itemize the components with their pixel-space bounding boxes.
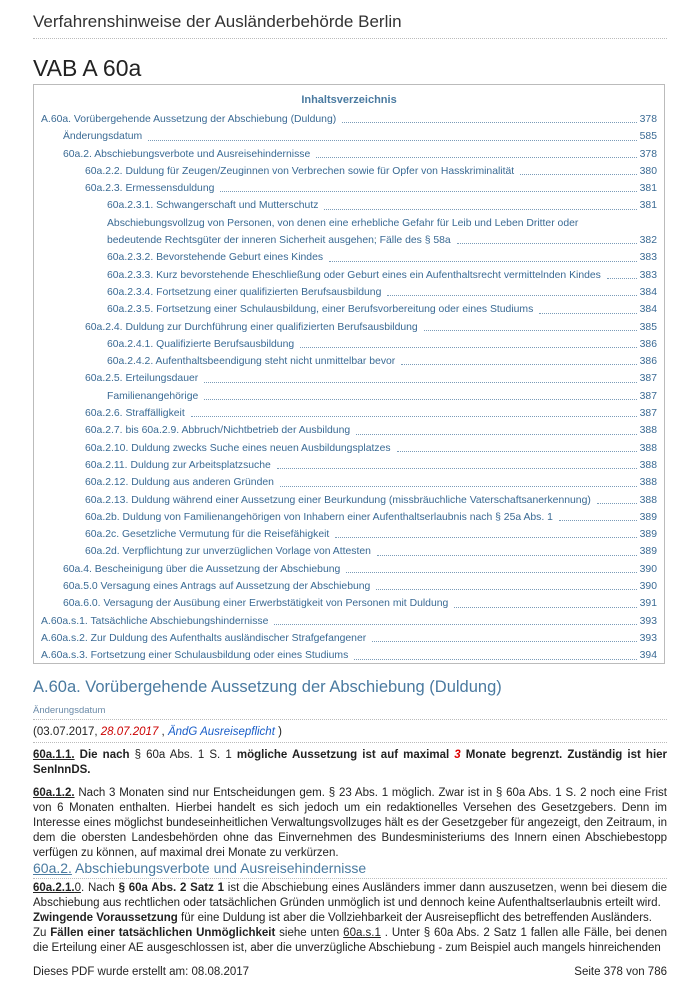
toc-entry-page: 385 xyxy=(639,321,657,333)
toc-entry[interactable] xyxy=(34,492,657,509)
toc-leader-dots xyxy=(454,607,636,608)
toc-entry[interactable] xyxy=(34,128,657,145)
toc-entry-page: 389 xyxy=(639,511,657,523)
section-title: A.60a. Vorübergehende Aussetzung der Abschiebung (Duldung) xyxy=(33,678,502,696)
toc-entry-label: A.60a.s.3. Fortsetzung einer Schulausbildung oder eines Studiums xyxy=(41,650,349,662)
toc-entry-page: 383 xyxy=(639,252,657,264)
toc-entry-label: 60a.5.0 Versagung eines Antrags auf Aussetzung der Abschiebung xyxy=(63,581,371,593)
text: siehe unten xyxy=(275,927,344,939)
toc-entry[interactable] xyxy=(34,146,657,163)
paragraph-60a-1-2 xyxy=(33,786,667,861)
toc-entry-label: 60a.2.3. Ermessensduldung xyxy=(85,183,215,195)
toc-entry-label: 60a.2.12. Duldung aus anderen Gründen xyxy=(85,477,274,489)
toc-heading: Inhaltsverzeichnis xyxy=(301,94,397,106)
toc-entry[interactable] xyxy=(34,336,657,353)
toc-entry-label: 60a.2.4. Duldung zur Durchführung einer qualifizierten Berufsausbildung xyxy=(85,321,418,333)
toc-entry-page: 387 xyxy=(639,390,657,402)
subsection-text: Abschiebungsverbote und Ausreisehindernisse xyxy=(71,860,367,876)
text: . Nach xyxy=(80,882,119,894)
toc-entry-page: 384 xyxy=(639,286,657,298)
toc-entry-label: 60a.2.3.5. Fortsetzung einer Schulausbildung, einer Berufsvorbereitung oder eines Studiums xyxy=(107,304,534,316)
toc-entry-page: 381 xyxy=(639,183,657,195)
date-close: ) xyxy=(274,726,282,738)
toc-entry-label: 60a.2.4.1. Qualifizierte Berufsausbildung xyxy=(107,338,295,350)
toc-leader-dots xyxy=(372,641,636,642)
toc-entry-label: 60a.2.5. Erteilungsdauer xyxy=(85,373,199,385)
toc-entry[interactable] xyxy=(34,647,657,664)
document-title: VAB A 60a xyxy=(33,55,142,81)
toc-list xyxy=(34,111,664,665)
toc-entry-page: 389 xyxy=(639,529,657,541)
toc-leader-dots xyxy=(204,382,636,383)
toc-entry[interactable] xyxy=(34,474,657,491)
toc-entry[interactable] xyxy=(34,405,657,422)
toc-entry[interactable] xyxy=(34,180,657,197)
bold-text: Zwingende Voraussetzung xyxy=(33,912,178,924)
toc-leader-dots xyxy=(277,468,637,469)
table-of-contents xyxy=(33,84,665,664)
page-header: Verfahrenshinweise der Ausländerbehörde Berlin xyxy=(33,12,667,39)
toc-leader-dots xyxy=(607,278,637,279)
toc-entry[interactable] xyxy=(34,249,657,266)
toc-leader-dots xyxy=(559,520,637,521)
subsection-title xyxy=(33,860,667,879)
para-number-suffix: 0 xyxy=(74,882,81,894)
toc-entry-page: 390 xyxy=(639,581,657,593)
toc-leader-dots xyxy=(377,555,637,556)
toc-entry-page: 387 xyxy=(639,408,657,420)
toc-entry[interactable] xyxy=(34,630,657,647)
toc-leader-dots xyxy=(354,659,636,660)
para-number: 60a.1.1. xyxy=(33,749,75,761)
toc-entry-label: 60a.2c. Gesetzliche Vermutung für die Reisefähigkeit xyxy=(85,529,330,541)
toc-entry-page: 387 xyxy=(639,373,657,385)
toc-entry-label: 60a.2.2. Duldung für Zeugen/Zeuginnen von Verbrechen sowie für Opfer von Hasskriminalität xyxy=(85,165,515,177)
toc-leader-dots xyxy=(191,416,637,417)
toc-leader-dots xyxy=(204,399,636,400)
toc-entry-page: 585 xyxy=(639,131,657,143)
text: mögliche Aussetzung ist auf maximal xyxy=(231,749,455,761)
toc-leader-dots xyxy=(397,451,637,452)
toc-leader-dots xyxy=(457,243,637,244)
toc-leader-dots xyxy=(387,295,636,296)
toc-leader-dots xyxy=(324,209,636,210)
toc-entry-page: 388 xyxy=(639,442,657,454)
toc-leader-dots xyxy=(520,174,637,175)
toc-entry-page: 393 xyxy=(639,615,657,627)
toc-entry[interactable] xyxy=(34,388,657,405)
toc-entry-label: 60a.2.4.2. Aufenthaltsbeendigung steht nicht unmittelbar bevor xyxy=(107,356,396,368)
toc-entry-label: 60a.2.3.2. Bevorstehende Geburt eines Kindes xyxy=(107,252,324,264)
toc-leader-dots xyxy=(342,122,636,123)
change-date-label: Änderungsdatum xyxy=(33,705,667,720)
text: ist die Abschiebung eines Ausländers immer dann auszusetzen, wenn bei diesem die Abschiebung aus rechtlichen oder tatsächlichen Gründen unmöglich ist und dennoch keine Aufenthaltserlaubnis erteilt wird. xyxy=(33,882,668,909)
toc-entry[interactable] xyxy=(34,457,657,474)
toc-leader-dots xyxy=(539,313,636,314)
toc-leader-dots xyxy=(597,503,637,504)
toc-entry-label: 60a.2d. Verpflichtung zur unverzüglichen Vorlage von Attesten xyxy=(85,546,371,558)
toc-entry-page: 382 xyxy=(639,235,657,247)
toc-entry-label: Familienangehörige xyxy=(107,390,199,402)
toc-entry-page: 394 xyxy=(639,650,657,662)
toc-entry-label: A.60a.s.2. Zur Duldung des Aufenthalts ausländischer Strafgefangener xyxy=(41,632,367,644)
toc-entry-page: 388 xyxy=(639,494,657,506)
text: Monate begrenzt. Zuständig ist hier SenInnDS. xyxy=(33,749,668,776)
toc-entry[interactable] xyxy=(34,370,657,387)
amendment-link[interactable]: ÄndG Ausreisepflicht xyxy=(167,726,275,738)
toc-leader-dots xyxy=(300,347,637,348)
toc-entry-label: 60a.2.3.1. Schwangerschaft und Mutterschutz xyxy=(107,200,319,212)
date-open: (03.07.2017, xyxy=(33,726,101,738)
footer-page-number: Seite 378 von 786 xyxy=(574,966,667,978)
page-footer xyxy=(33,966,667,978)
bold-text: Fällen einer tatsächlichen Unmöglichkeit xyxy=(50,927,276,939)
toc-entry-label: 60a.6.0. Versagung der Ausübung einer Erwerbstätigkeit von Personen mit Duldung xyxy=(63,598,449,610)
toc-entry-page: 390 xyxy=(639,563,657,575)
footer-created: Dieses PDF wurde erstellt am: 08.08.2017 xyxy=(33,966,250,978)
toc-entry-label: 60a.4. Bescheinigung über die Aussetzung der Abschiebung xyxy=(63,563,341,575)
toc-entry[interactable] xyxy=(34,613,657,630)
toc-entry[interactable] xyxy=(34,215,657,250)
toc-entry[interactable] xyxy=(34,111,657,128)
para-number: 60a.2.1. xyxy=(33,882,75,894)
toc-entry-page: 378 xyxy=(639,148,657,160)
toc-leader-dots xyxy=(220,191,636,192)
law-ref: § 60a Abs. 1 S. 1 xyxy=(134,749,232,761)
text: Die nach xyxy=(74,749,135,761)
subsection-number[interactable]: 60a.2. xyxy=(33,860,72,876)
toc-entry-page: 388 xyxy=(639,425,657,437)
toc-entry-page: 388 xyxy=(639,477,657,489)
toc-entry-label: 60a.2.13. Duldung während einer Aussetzung einer Beurkundung (missbräuchliche Vaterschaftsanerkennung) xyxy=(85,494,591,506)
toc-entry-page: 378 xyxy=(639,114,657,125)
toc-leader-dots xyxy=(335,537,636,538)
toc-entry[interactable] xyxy=(34,543,657,560)
toc-entry-label: 60a.2.3.3. Kurz bevorstehende Eheschließung oder Geburt eines ein Aufenthaltsrecht vermittelnden Kindes xyxy=(107,269,601,281)
toc-entry-page: 384 xyxy=(639,304,657,316)
text: Zu xyxy=(33,927,51,939)
toc-entry[interactable] xyxy=(34,595,657,612)
toc-entry-label: A.60a.s.1. Tatsächliche Abschiebungshindernisse xyxy=(41,615,269,627)
text: Nach 3 Monaten sind nur Entscheidungen gem. § 23 Abs. 1 möglich. Zwar ist in § 60a Abs. 1 S. 2 noch eine Frist von 6 Monaten enthalten. Hierbei handelt es sich jedoch um ein redaktionelles Versehen des Gesetzgebers. Denn im Interesse eines möglichst bundeseinheitlichen Verwaltungsvollzuges hält es der Gesetzgeber für angezeigt, den Zeitraum, in dem die obersten Landesbehörden ohne das Einvernehmen des Bundesministeriums des Innern einen Abschiebestopp verfügen zu können, auf maximal drei Monate zu verkürzen. xyxy=(33,787,667,859)
toc-leader-dots xyxy=(280,486,637,487)
text: für eine Duldung ist aber die Vollziehbarkeit der Ausreisepflicht des betreffenden Ausländers. xyxy=(177,912,652,924)
toc-entry[interactable] xyxy=(34,509,657,526)
toc-entry-page: 388 xyxy=(639,459,657,471)
toc-entry-label: 60a.2.7. bis 60a.2.9. Abbruch/Nichtbetrieb der Ausbildung xyxy=(85,425,351,437)
toc-entry-label: 60a.2.3.4. Fortsetzung einer qualifizierten Berufsausbildung xyxy=(107,286,382,298)
toc-entry-label: 60a.2b. Duldung von Familienangehörigen von Inhabern einer Aufenthaltserlaubnis nach § 25a Abs. 1 xyxy=(85,511,553,523)
highlight-number: 3 xyxy=(454,749,461,761)
toc-entry[interactable] xyxy=(34,319,657,336)
toc-leader-dots xyxy=(356,434,637,435)
toc-leader-dots xyxy=(148,140,637,141)
toc-entry[interactable] xyxy=(34,561,657,578)
toc-leader-dots xyxy=(316,157,636,158)
toc-entry-label: Änderungsdatum xyxy=(63,131,143,143)
toc-leader-dots xyxy=(346,572,636,573)
toc-entry[interactable] xyxy=(34,267,657,284)
paragraph-60a-1-1 xyxy=(33,748,667,778)
date-highlight: 28.07.2017 xyxy=(100,726,159,738)
toc-entry-label: 60a.2.6. Straffälligkeit xyxy=(85,408,185,420)
toc-entry-page: 389 xyxy=(639,546,657,558)
toc-entry-page: 381 xyxy=(639,200,657,212)
toc-entry-label: A.60a. Vorübergehende Aussetzung der Abschiebung (Duldung) xyxy=(41,114,337,125)
toc-entry[interactable] xyxy=(34,301,657,318)
toc-leader-dots xyxy=(329,261,637,262)
text: . Unter § 60a Abs. 2 Satz 1 fallen alle Fälle, bei denen die Erteilung einer AE ausgeschlossen ist, aber die unverzügliche Abschiebung - zum Beispiel auch mangels hinreichenden xyxy=(33,927,667,954)
toc-entry[interactable] xyxy=(34,578,657,595)
cross-ref-link[interactable]: 60a.s.1 xyxy=(343,927,381,939)
toc-entry[interactable] xyxy=(34,353,657,370)
toc-entry[interactable] xyxy=(34,526,657,543)
paragraph-60a-2-1 xyxy=(33,881,667,956)
toc-entry[interactable] xyxy=(34,284,657,301)
toc-leader-dots xyxy=(401,364,636,365)
toc-entry-label-line: Abschiebungsvollzug von Personen, von denen eine erhebliche Gefahr für Leib und Leben Dritter oder xyxy=(107,217,579,229)
para-number: 60a.1.2. xyxy=(33,787,75,799)
toc-entry[interactable] xyxy=(34,422,657,439)
toc-entry[interactable] xyxy=(34,440,657,457)
toc-entry-page: 386 xyxy=(639,338,657,350)
toc-entry-label: 60a.2.10. Duldung zwecks Suche eines neuen Ausbildungsplatzes xyxy=(85,442,391,454)
law-ref: § 60a Abs. 2 Satz 1 xyxy=(118,882,225,894)
toc-entry-label: 60a.2. Abschiebungsverbote und Ausreisehindernisse xyxy=(63,148,311,160)
toc-entry-page: 380 xyxy=(639,165,657,177)
toc-leader-dots xyxy=(274,624,636,625)
toc-entry-page: 391 xyxy=(639,598,657,610)
toc-entry-page: 386 xyxy=(639,356,657,368)
toc-entry-page: 393 xyxy=(639,632,657,644)
date-sep: , xyxy=(158,726,168,738)
toc-entry-label: bedeutende Rechtsgüter der inneren Sicherheit ausgehen; Fälle des § 58a xyxy=(107,235,451,247)
toc-entry-label: 60a.2.11. Duldung zur Arbeitsplatzsuche xyxy=(85,459,271,471)
toc-entry[interactable] xyxy=(34,197,657,214)
toc-entry[interactable] xyxy=(34,163,657,180)
toc-leader-dots xyxy=(424,330,637,331)
toc-entry-page: 383 xyxy=(639,269,657,281)
change-date-line xyxy=(33,726,667,743)
toc-leader-dots xyxy=(376,589,636,590)
